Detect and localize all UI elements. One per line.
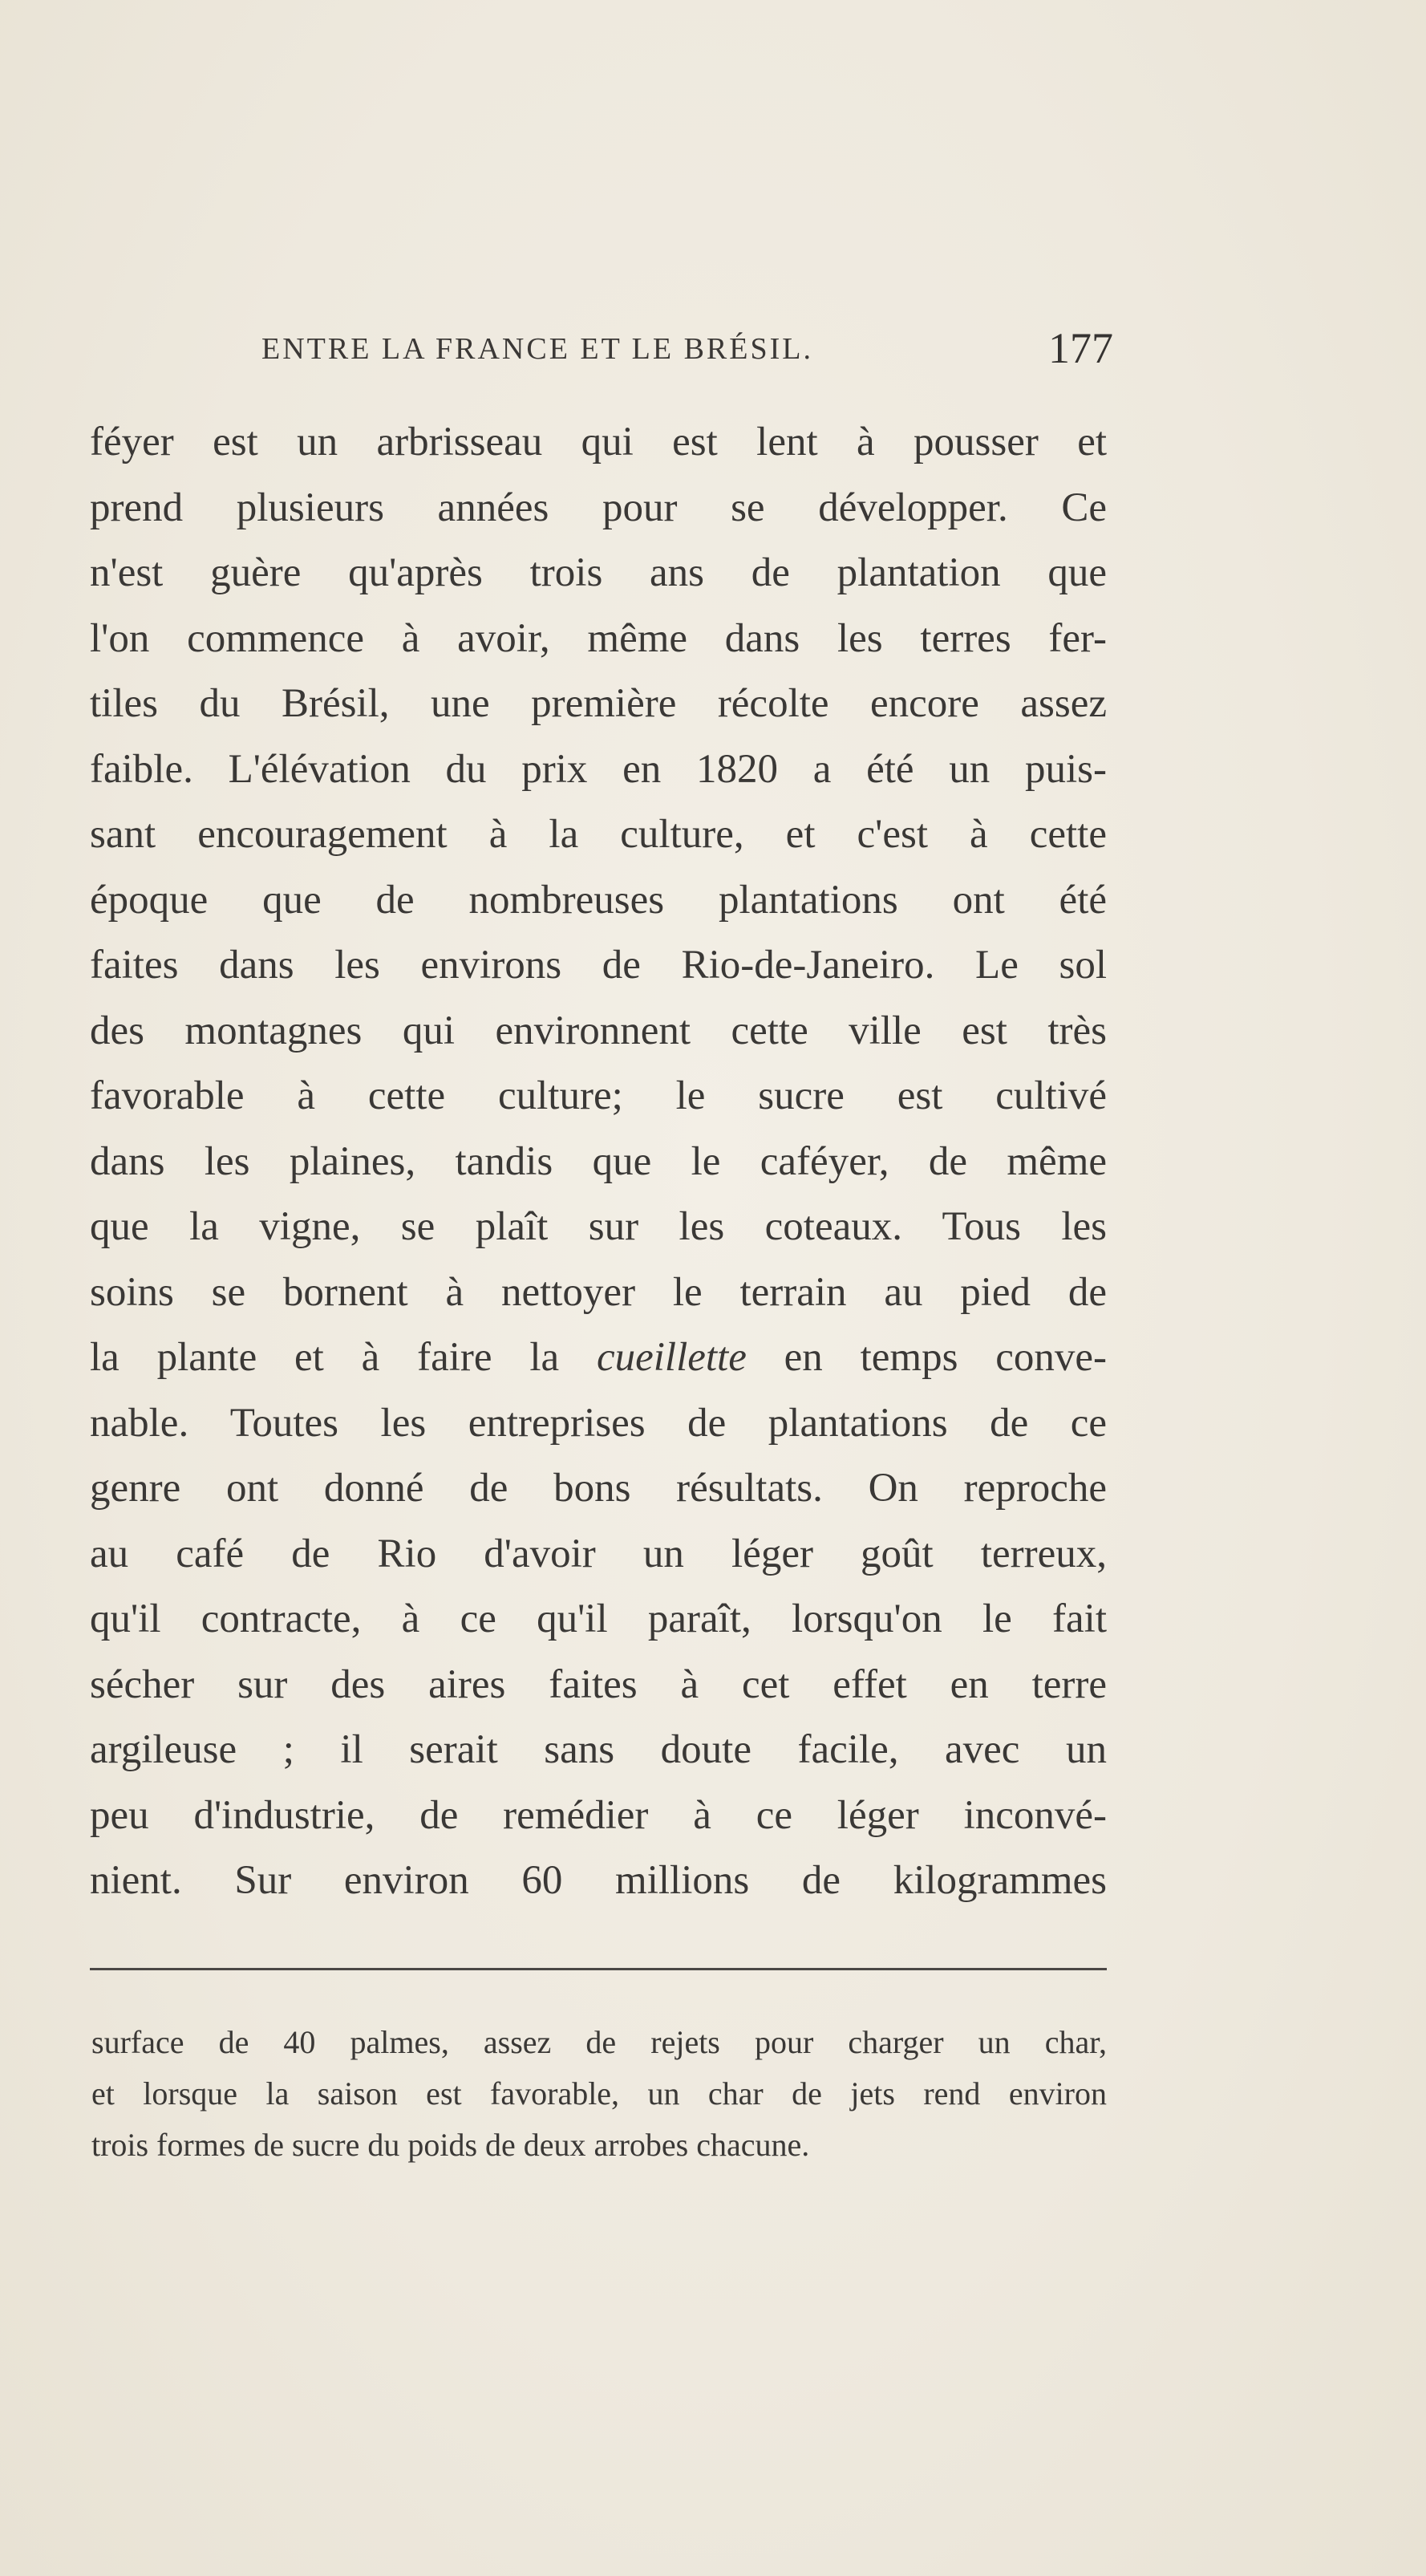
body-line: n'est guère qu'après trois ans de plantation que — [90, 550, 1107, 595]
body-line: faible. L'élévation du prix en 1820 a été un puis- — [90, 746, 1107, 792]
body-line: nient. Sur environ 60 millions de kilogrammes — [90, 1858, 1107, 1903]
body-line: époque que de nombreuses plantations ont été — [90, 877, 1107, 923]
body-line: peu d'industrie, de remédier à ce léger inconvé- — [90, 1792, 1107, 1838]
running-title: ENTRE LA FRANCE ET LE BRÉSIL. — [261, 332, 813, 366]
body-line: nable. Toutes les entreprises de plantations de ce — [90, 1400, 1107, 1446]
body-line: des montagnes qui environnent cette ville est très — [90, 1008, 1107, 1053]
body-line: genre ont donné de bons résultats. On reproche — [90, 1466, 1107, 1511]
body-line: faites dans les environs de Rio-de-Janeiro. Le sol — [90, 943, 1107, 988]
body-line: dans les plaines, tandis que le caféyer, de même — [90, 1138, 1107, 1184]
body-line: qu'il contracte, à ce qu'il paraît, lorsqu'on le fait — [90, 1596, 1107, 1641]
footnote — [91, 2017, 1107, 2171]
footnote-divider — [90, 1968, 1107, 1970]
body-line: que la vigne, se plaît sur les coteaux. Tous les — [90, 1204, 1107, 1249]
footnote-line: surface de 40 palmes, assez de rejets pour charger un char, — [91, 2024, 1107, 2060]
body-line: favorable à cette culture; le sucre est cultivé — [90, 1073, 1107, 1118]
body-line: au café de Rio d'avoir un léger goût terreux, — [90, 1531, 1107, 1576]
body-line: sécher sur des aires faites à cet effet en terre — [90, 1661, 1107, 1707]
body-line: prend plusieurs années pour se développer. Ce — [90, 485, 1107, 530]
body-line: féyer est un arbrisseau qui est lent à pousser et — [90, 420, 1107, 464]
body-line: l'on commence à avoir, même dans les terres fer- — [90, 615, 1107, 661]
body-line — [90, 1325, 1107, 1391]
footnote-line: trois formes de sucre du poids de deux arrobes chacune. — [91, 2127, 810, 2163]
italic-term: cueillette — [596, 1335, 747, 1380]
body-line: tiles du Brésil, une première récolte encore assez — [90, 681, 1107, 726]
footnote-line: et lorsque la saison est favorable, un char de jets rend environ — [91, 2075, 1107, 2112]
page-number: 177 — [1048, 324, 1113, 372]
body-text — [90, 410, 1107, 1914]
body-line-text: la plante et à faire la — [90, 1335, 597, 1380]
body-line: sant encouragement à la culture, et c'est à cette — [90, 812, 1107, 857]
body-line: argileuse ; il serait sans doute facile, avec un — [90, 1727, 1107, 1772]
body-line: soins se bornent à nettoyer le terrain au pied de — [90, 1269, 1107, 1315]
page-header — [96, 325, 1113, 389]
body-line-text: en temps conve- — [746, 1335, 1107, 1380]
